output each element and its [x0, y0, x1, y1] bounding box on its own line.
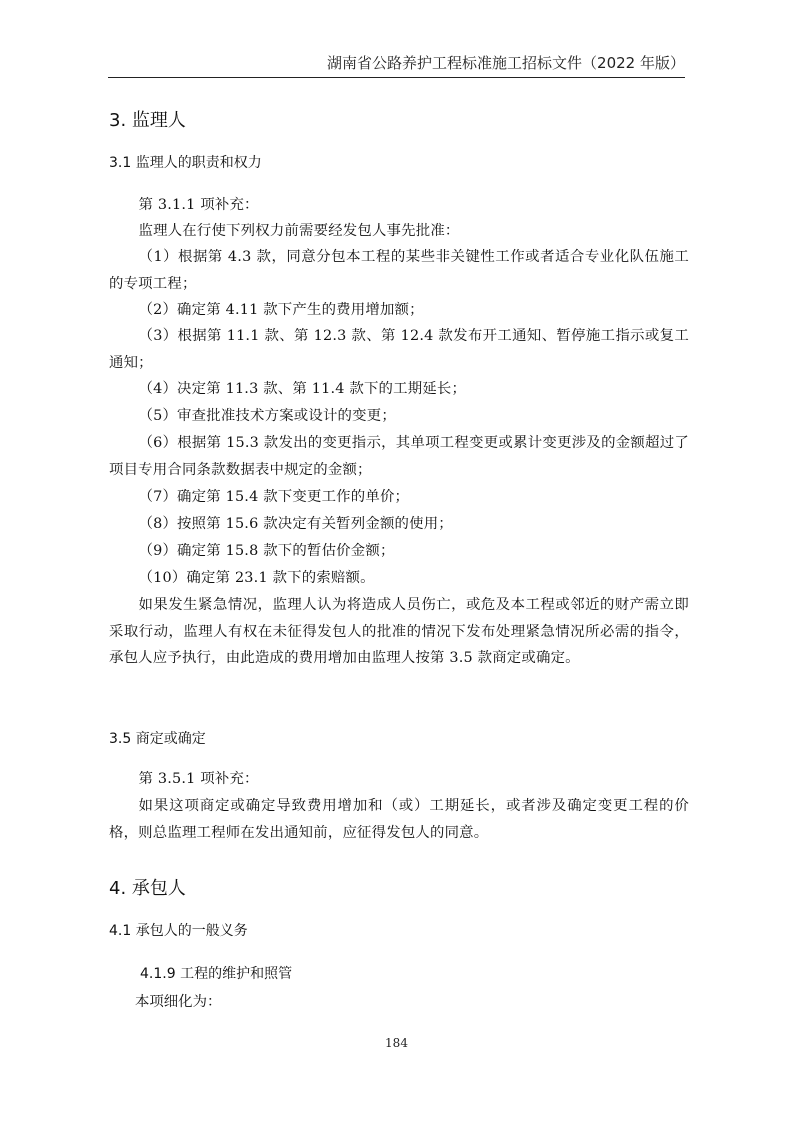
clause-4-1-9-heading: 4.1.9 工程的维护和照管 [140, 966, 293, 982]
header-rule [108, 77, 685, 78]
list-item-7: （7）确定第 15.4 款下变更工作的单价； [138, 489, 410, 505]
list-item-5: （5）审查批准技术方案或设计的变更； [138, 408, 396, 424]
paragraph-intro: 监理人在行使下列权力前需要经发包人事先批准： [138, 223, 460, 239]
list-item-1: （1）根据第 4.3 款，同意分包本工程的某些非关键性工作或者适合专业化队伍施工的专项工程； [109, 249, 689, 292]
section-3-heading: 3. 监理人 [109, 110, 186, 131]
paragraph-3-5-body: 如果这项商定或确定导致费用增加和（或）工期延长，或者涉及确定变更工程的价格，则总监理工程师在发出通知前，应征得发包人的同意。 [109, 798, 689, 841]
paragraph-detail: 本项细化为： [135, 994, 222, 1010]
list-item-10: （10）确定第 23.1 款下的索赔额。 [138, 570, 375, 586]
section-3-5-heading: 3.5 商定或确定 [109, 731, 206, 747]
section-4-heading: 4. 承包人 [109, 878, 186, 899]
list-item-8: （8）按照第 15.6 款决定有关暂列金额的使用； [138, 516, 453, 532]
clause-3-1-1-label: 第 3.1.1 项补充： [138, 197, 259, 213]
section-3-1-heading: 3.1 监理人的职责和权力 [109, 155, 262, 171]
list-item-4: （4）决定第 11.3 款、第 11.4 款下的工期延长； [138, 381, 467, 397]
running-header: 湖南省公路养护工程标准施工招标文件（2022 年版） [327, 54, 685, 72]
list-item-6: （6）根据第 15.3 款发出的变更指示，其单项工程变更或累计变更涉及的金额超过了项目专用合同条款数据表中规定的金额； [109, 435, 689, 478]
list-item-9: （9）确定第 15.8 款下的暂估价金额； [138, 543, 395, 559]
list-item-3: （3）根据第 11.1 款、第 12.3 款、第 12.4 款发布开工通知、暂停施工指示或复工通知； [109, 328, 689, 371]
paragraph-emergency: 如果发生紧急情况，监理人认为将造成人员伤亡，或危及本工程或邻近的财产需立即采取行动，监理人有权在未征得发包人的批准的情况下发布处理紧急情况所必需的指令，承包人应予执行，由此造成的费用增加由监理人按第 3.5 款商定或确定。 [109, 597, 689, 666]
section-4-1-heading: 4.1 承包人的一般义务 [109, 923, 248, 939]
clause-3-5-1-label: 第 3.5.1 项补充： [138, 771, 259, 787]
page-number: 184 [385, 1036, 408, 1050]
list-item-2: （2）确定第 4.11 款下产生的费用增加额； [138, 302, 424, 318]
